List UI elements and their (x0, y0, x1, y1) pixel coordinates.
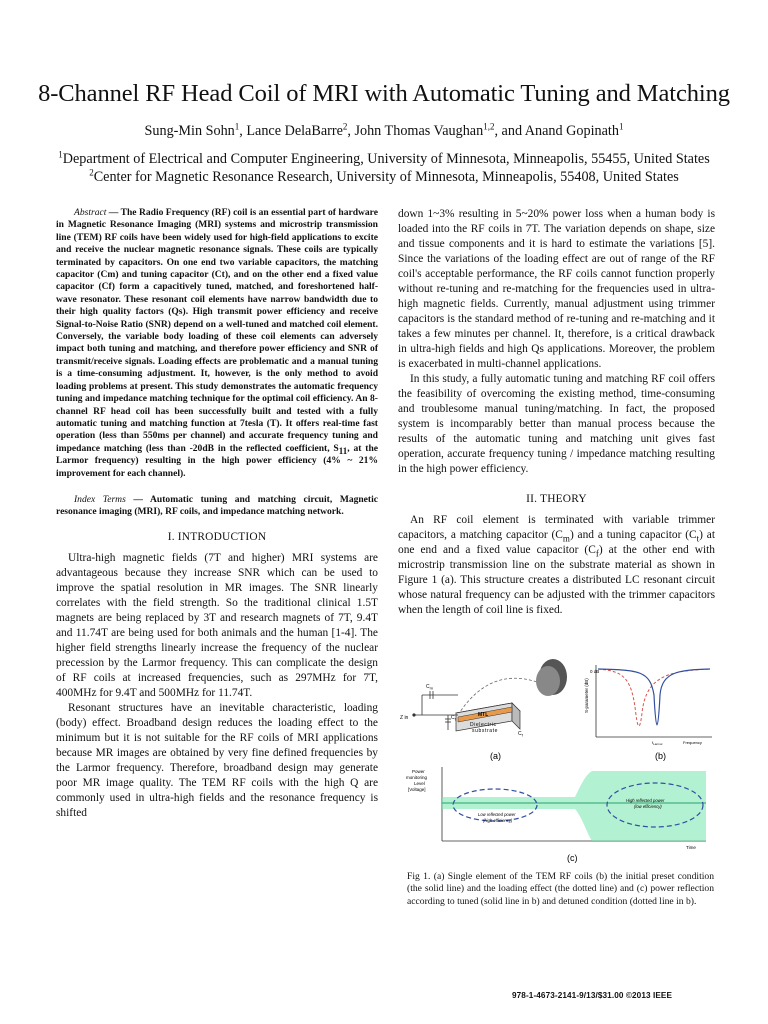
svg-text:substrate: substrate (472, 728, 498, 734)
svg-text:0 dB: 0 dB (590, 669, 600, 674)
author-affil-mark: 1 (234, 121, 240, 132)
copyright-footer: 978-1-4673-2141-9/13/$31.00 ©2013 IEEE (512, 991, 673, 1000)
figure-caption: Fig 1. (a) Single element of the TEM RF coils (b) the initial preset condition (the solid line) and the loading effect (the dotted line) and (c) power reflection according to tuned (solid line in b) and detuned condition (dotted line in b). (407, 871, 714, 907)
svg-text:Power: Power (412, 769, 425, 774)
figure-label-c: (c) (567, 853, 578, 863)
svg-text:fLarmor: $f_{Larmor}$ (652, 740, 663, 746)
author-name: Sung-Min Sohn (144, 123, 235, 139)
svg-text:High reflected power: High reflected power (626, 798, 665, 803)
left-column (56, 207, 378, 821)
paper-title: 8-Channel RF Head Coil of MRI with Automatic Tuning and Matching (38, 80, 730, 107)
svg-text:Low reflected power: Low reflected power (478, 812, 516, 817)
body-paragraph: An RF coil element is terminated with variable trimmer capacitors, a matching capacitor $(C_m)$ and a tuning capacitor $(C_t)$ at one end and a fixed value capacitor $(C_f)$ at the other end with microstrip transmission line on the substrate material as shown in Figure 1 (a). This structure creates a distributed LC resonant circuit whose natural frequency can be adjusted with the trimmer capacitors when the length of coil line is fixed. (398, 514, 715, 616)
svg-text:S-parameter (dB): S-parameter (dB) (584, 678, 589, 713)
figure-1-graphic (400, 655, 715, 867)
svg-text:(low efficiency): (low efficiency) (634, 804, 662, 809)
section-heading: I. INTRODUCTION (167, 530, 267, 543)
svg-text:Z in: Z in (400, 715, 409, 721)
right-column (398, 207, 715, 618)
svg-text:Cm: $C_m$ (426, 684, 433, 691)
figure-1c-power-plot (406, 767, 706, 863)
figure-label-a: (a) (490, 751, 501, 761)
section-heading: II. THEORY (526, 493, 587, 505)
svg-text:Level: Level (414, 781, 425, 786)
svg-text:monitoring: monitoring (406, 775, 428, 780)
figure-1b-sparameter-plot (584, 665, 712, 761)
svg-text:Time: Time (686, 845, 696, 850)
svg-text:Frequency: Frequency (683, 740, 702, 745)
author-name: Lance DelaBarre (246, 123, 343, 139)
svg-text:[Voltage]: [Voltage] (408, 787, 426, 792)
author-name: John Thomas Vaughan (354, 123, 484, 139)
body-paragraph: Resonant structures have an inevitable characteristic, loading (body) effect. Broadband design reduces the loading effect to the minimum but it is not suitable for the RF coils of MRI applications because MR images are obtained by very fine defined frequencies by the Larmor frequency. Therefore, broadband design may generate poor MR image quality. The TEM RF coils with the high Q are commonly used in ultra-high fields and the resonance frequency is shifted (56, 701, 378, 819)
svg-text:MTL: MTL (478, 712, 489, 718)
svg-text:Ct: $C_t$ (451, 715, 456, 722)
author-affil-mark: 1,2 (483, 121, 495, 132)
author-affil-mark: 1 (618, 121, 624, 132)
body-paragraph: Ultra-high magnetic fields (7T and higher) MRI systems are advantageous because they increase SNR which can be used to improve the spatial resolution in MR images. The SNR linearly correlates with the field strength. So the traditional clinical 1.5T magnets are being replaced by 3T and research magnets of 7T, 9.4T and 11.74T are being used for both animals and the human [1-4]. The higher field strengths linearly increase the frequency of the nuclear precession by the Larmor frequency. This can complicate the design of RF coils at increased frequencies, such as 297MHz for 7T, 400MHz for 9.4T and 500MHz for 11.74T. (56, 551, 378, 699)
affiliation: $^1$Department of Electrical and Computer Engineering, University of Minnesota, Minneapolis, 55455, United States (58, 149, 710, 167)
svg-text:Cf: $C_f$ (518, 731, 523, 738)
author-affil-mark: 2 (342, 121, 348, 132)
abstract: Abstract — The Radio Frequency (RF) coil is an essential part of hardware in Magnetic Resonance Imaging (MRI) systems and microstrip transmission line (TEM) RF coils have been widely used for high-field applications to excite and receive the nuclear magnetic resonance signals. These coils are typically terminated by capacitors. On one end two variable capacitors, the matching capacitor (Cm) and tuning capacitor (Ct), and on the other end a fixed value capacitor (Cf) form a capacitively tuned, matched, and foreshortened half-wave resonator. These resonant coil elements have narrow bandwidth due to their high quality factors (Qs). High transmit power efficiency and receive Signal-to-Noise Ratio (SNR) depend on a well-tuned and matched coil element. Conversely, the variable body loading of these coil elements can adversely impact both tuning and matching, and therefore power efficiency and SNR of transmit/receive signals. Loading effects are problematic and a manual tuning is a time-consuming adjustment. It, however, is the only method to avoid loading problems at present. This study demonstrates the automatic frequency tuning and impedance matching technique for the optimal coil efficiency. An 8-channel RF head coil has been successfully built and tested with a fully automatic tuning and matching function at 7tesla (T). It offers real-time fast operation (less than 550ms per channel) and accurate frequency tuning and impedance matching (less than -20dB in the reflected coefficient, $S_{11}$, at the Larmor frequency) resulting in the high power efficiency (4% ~ 21% improvement for each channel). (56, 207, 378, 479)
svg-text:(high efficiency): (high efficiency) (483, 818, 513, 823)
figure-1a-coil-element (400, 659, 567, 761)
figure-1 (400, 655, 715, 867)
affiliation: $^2$Center for Magnetic Resonance Research, University of Minnesota, Minneapolis, 55408, United States (89, 167, 679, 185)
body-paragraph: down 1~3% resulting in 5~20% power loss when a human body is loaded into the RF coils in 7T. The variation depends on shape, size and tissue components and it is hard to estimate the variations [5]. Since the variations of the loading effect are out of range of the RF coil's acceptable performance, the RF coils cannot function properly without re-tuning and re-matching for the frequencies used in ultra-high magnetic fields. Currently, manual adjustment using trimmer capacitors is the standard method of re-tuning and re-matching and it takes a few minutes per channel. It, therefore, is a critical drawback in ultra-high fields and high Qs applications. Moreover, the problem is exacerbated in multi-channel applications. (398, 208, 715, 370)
author-name: Anand Gopinath (524, 123, 619, 139)
figure-label-b: (b) (655, 751, 666, 761)
index-terms: Index Terms — Automatic tuning and matching circuit, Magnetic resonance imaging (MRI), RF coils, and impedance matching network. (56, 493, 378, 518)
svg-text:Dielectric: Dielectric (470, 722, 497, 728)
body-paragraph: In this study, a fully automatic tuning and matching RF coil offers the feasibility of overcoming the existing method, time-consuming and troublesome manual tuning/matching. In fact, the proposed system is incomparably better than manual process because the results of the automatic tuning and matching unit gives fast operation, accurate frequency tuning / impedance matching resulting in the high power efficiency. (398, 373, 715, 475)
author-list: Sung-Min Sohn$^1$, Lance DelaBarre$^2$, John Thomas Vaughan$^{1,2}$, and Anand Gopinath$^1$ (144, 121, 624, 139)
